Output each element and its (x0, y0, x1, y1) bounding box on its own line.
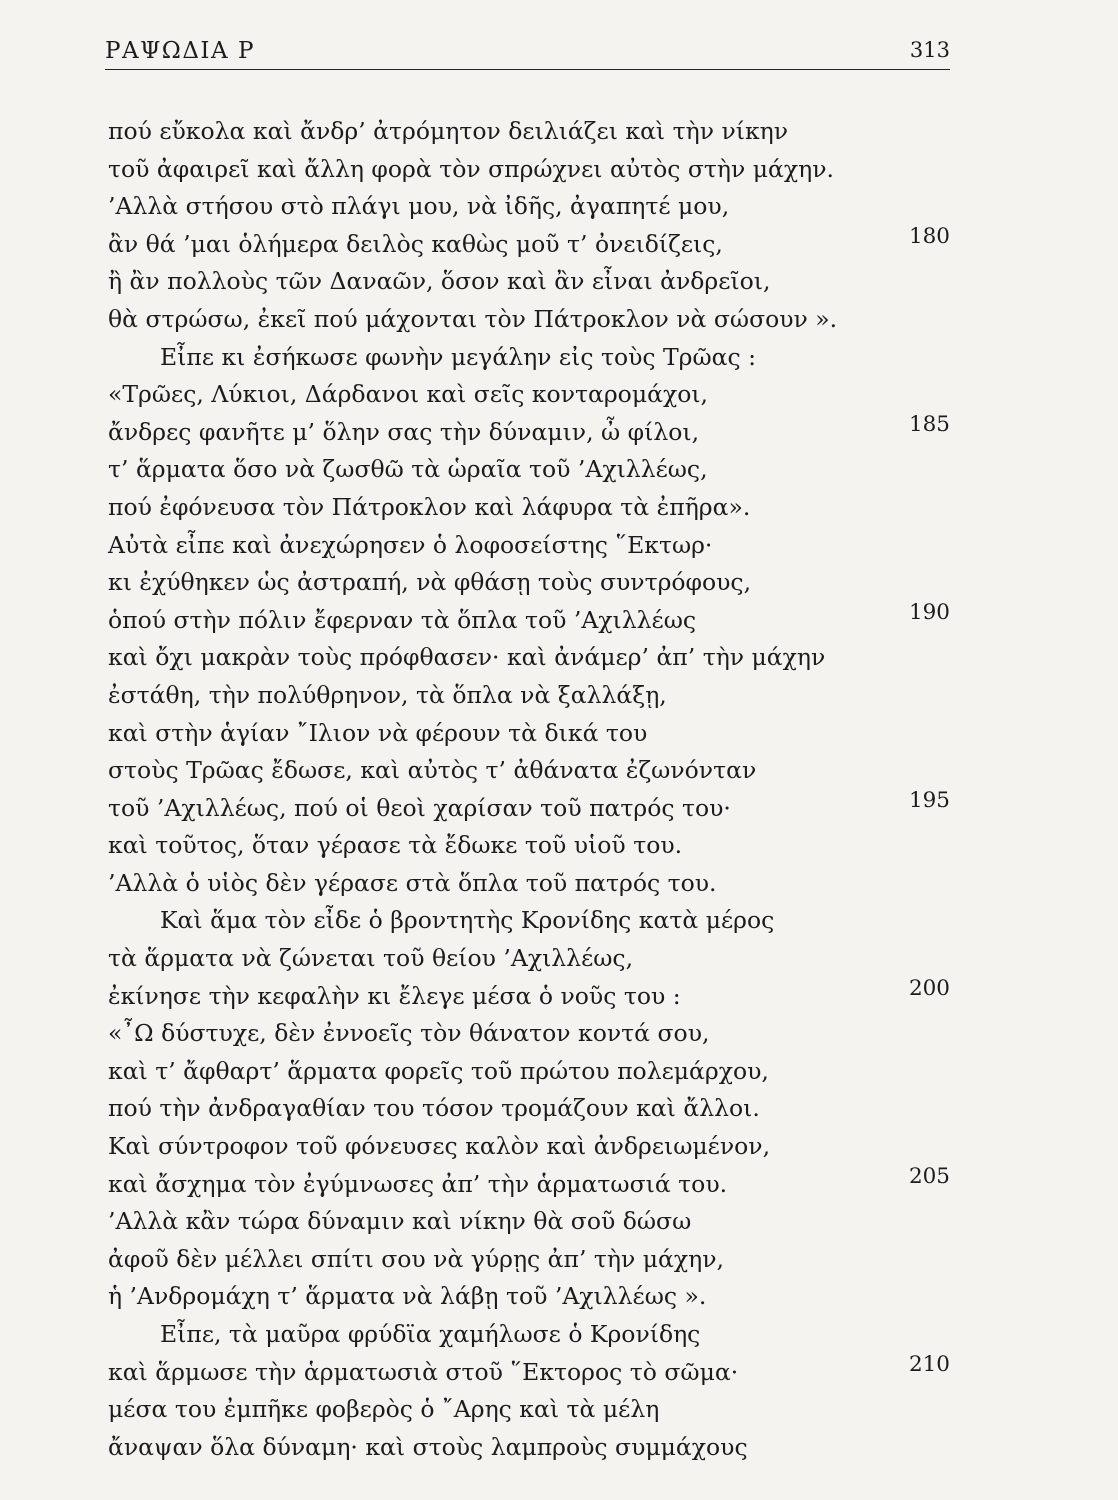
verse-line-number: 180 (908, 223, 950, 249)
verse-text: πού ἐφόνευσα τὸν Πάτροκλον καὶ λάφυρα τὰ ἐπῆρα». (108, 492, 751, 521)
verse-text: τὰ ἅρματα νὰ ζώνεται τοῦ θείου ’Αχιλλέως, (108, 944, 634, 973)
verse-line (0, 451, 1118, 489)
verse-line-number: 210 (908, 1351, 950, 1377)
verse-text: ὁπού στὴν πόλιν ἔφερναν τὰ ὅπλα τοῦ ’Αχιλλέως (108, 605, 697, 634)
verse-text: ἐστάθη, τὴν πολύθρηνον, τὰ ὅπλα νὰ ξαλλάξῃ, (108, 680, 667, 709)
verse-text: πού εὔκολα καὶ ἄνδρ’ ἀτρόμητον δειλιάζει καὶ τὴν νίκην (108, 117, 789, 145)
verse-line (0, 188, 1118, 226)
verse-text: ἢ ἂν πολλοὺς τῶν Δαναῶν, ὅσον καὶ ἂν εἶναι ἀνδρεῖοι, (108, 267, 771, 296)
verse-line (0, 752, 1118, 790)
verse-line-number: 200 (908, 975, 950, 1001)
verse-text: ἐκίνησε τὴν κεφαλὴν κι ἔλεγε μέσα ὁ νοῦς του : (108, 981, 681, 1010)
page-number: 313 (909, 38, 950, 62)
verse-text: ’Αλλὰ στήσου στὸ πλάγι μου, νὰ ἰδῆς, ἀγαπητέ μου, (108, 192, 730, 221)
verse-line (0, 564, 1118, 602)
verse-line (0, 1316, 1118, 1354)
verse-text: «῏Ω δύστυχε, δὲν ἐννοεῖς τὸν θάνατον κοντά σου, (108, 1019, 710, 1048)
verse-text: κι ἐχύθηκεν ὡς ἀστραπή, νὰ φθάσῃ τοὺς συντρόφους, (108, 568, 752, 597)
verse-line (0, 113, 1118, 151)
verse-text: τ’ ἅρματα ὅσο νὰ ζωσθῶ τὰ ὡραῖα τοῦ ’Αχιλλέως, (108, 455, 708, 484)
verse-line-number: 195 (908, 787, 950, 813)
verse-line (0, 1429, 1118, 1467)
verse-line (0, 715, 1118, 753)
verse-text: μέσα του ἐμπῆκε φοβερὸς ὁ ῎Αρης καὶ τὰ μέλη (108, 1395, 660, 1424)
verse-text: τοῦ ἀφαιρεῖ καὶ ἄλλη φορὰ τὸν σπρώχνει αὐτὸς στὴν μάχην. (108, 154, 834, 183)
verse-line (0, 827, 1118, 865)
verse-text: καὶ ἄσχημα τὸν ἐγύμνωσες ἀπ’ τὴν ἁρματωσιά του. (108, 1169, 728, 1198)
verse-line (0, 489, 1118, 527)
verse-text: στοὺς Τρῶας ἔδωσε, καὶ αὐτὸς τ’ ἀθάνατα ἐζωνόνταν (108, 756, 757, 785)
verse-line (0, 677, 1118, 715)
verse-text: ’Αλλὰ ὁ υἱὸς δὲν γέρασε στὰ ὅπλα τοῦ πατρός του. (108, 868, 717, 897)
verse-text: ’Αλλὰ κἂν τώρα δύναμιν καὶ νίκην θὰ σοῦ δώσω (108, 1207, 692, 1236)
verse-line (0, 1278, 1118, 1316)
verse-line (0, 1015, 1118, 1053)
verse-text: θὰ στρώσω, ἐκεῖ πού μάχονται τὸν Πάτροκλον νὰ σώσουν ». (108, 304, 838, 333)
verse-line (0, 1351, 1118, 1392)
verse-text: Καὶ ἅμα τὸν εἶδε ὁ βροντητὴς Κρονίδης κατὰ μέρος (160, 906, 775, 935)
verse-line (0, 223, 1118, 264)
verse-line (0, 1241, 1118, 1279)
header-rule (105, 69, 950, 70)
verse-line-number: 205 (908, 1163, 950, 1189)
verse-text: πού τὴν ἀνδραγαθίαν του τόσον τρομάζουν καὶ ἄλλοι. (108, 1094, 760, 1123)
verse-text: Εἶπε, τὰ μαῦρα φρύδϊα χαμήλωσε ὁ Κρονίδης (160, 1320, 701, 1348)
verse-line (0, 599, 1118, 640)
verse-text: καὶ ὄχι μακρὰν τοὺς πρόφθασεν· καὶ ἀνάμερ’ ἀπ’ τὴν μάχην (108, 643, 826, 672)
verse-text: Εἶπε κι ἐσήκωσε φωνὴν μεγάλην εἰς τοὺς Τρῶας : (160, 342, 757, 371)
verse-line (0, 1053, 1118, 1091)
verse-line (0, 639, 1118, 677)
verse-text: ἡ ’Ανδρομάχη τ’ ἅρματα νὰ λάβῃ τοῦ ’Αχιλλέως ». (108, 1282, 707, 1311)
verse-line-number: 190 (908, 599, 950, 625)
verse-line (0, 1128, 1118, 1166)
verse-line (0, 865, 1118, 903)
verse-line (0, 1391, 1118, 1429)
verse-line (0, 975, 1118, 1016)
verse-text: ἄνδρες φανῆτε μ’ ὅλην σας τὴν δύναμιν, ὦ φίλοι, (108, 417, 700, 446)
running-title: ΡΑΨΩΔΙΑ Ρ (105, 38, 255, 64)
verse-line (0, 1090, 1118, 1128)
verse-line (0, 940, 1118, 978)
verse-text: καὶ ἅρμωσε τὴν ἁρματωσιὰ στοῦ ῞Εκτορος τὸ σῶμα· (108, 1357, 739, 1386)
verse-text: ἄναψαν ὅλα δύναμη· καὶ στοὺς λαμπροὺς συμμάχους (108, 1432, 748, 1461)
verse-text: Αὐτὰ εἶπε καὶ ἀνεχώρησεν ὁ λοφοσείστης ῞Εκτωρ· (108, 530, 713, 559)
verse-text: καὶ τ’ ἄφθαρτ’ ἅρματα φορεῖς τοῦ πρώτου πολεμάρχου, (108, 1056, 769, 1085)
verse-text: ἀφοῦ δὲν μέλλει σπίτι σου νὰ γύρῃς ἀπ’ τὴν μάχην, (108, 1244, 724, 1273)
verse-line (0, 902, 1118, 940)
verse-text: «Τρῶες, Λύκιοι, Δάρδανοι καὶ σεῖς κονταρομάχοι, (108, 380, 709, 409)
verse-line-number: 185 (908, 411, 950, 437)
verse-line (0, 1163, 1118, 1204)
verse-line (0, 787, 1118, 828)
verse-block (0, 113, 1118, 1466)
verse-line (0, 527, 1118, 565)
verse-text: Καὶ σύντροφον τοῦ φόνευσες καλὸν καὶ ἀνδρειωμένον, (108, 1132, 771, 1161)
verse-text: ἂν θά ’μαι ὁλήμερα δειλὸς καθὼς μοῦ τ’ ὀνειδίζεις, (108, 229, 723, 258)
verse-line (0, 411, 1118, 452)
verse-line (0, 1203, 1118, 1241)
verse-line (0, 263, 1118, 301)
verse-text: καὶ στὴν ἁγίαν ῎Ιλιον νὰ φέρουν τὰ δικά του (108, 718, 648, 747)
verse-text: καὶ τοῦτος, ὅταν γέρασε τὰ ἔδωκε τοῦ υἱοῦ του. (108, 831, 683, 860)
verse-line (0, 301, 1118, 339)
verse-line (0, 151, 1118, 189)
verse-text: τοῦ ’Αχιλλέως, πού οἱ θεοὶ χαρίσαν τοῦ πατρός του· (108, 793, 731, 822)
verse-line (0, 339, 1118, 377)
verse-line (0, 376, 1118, 414)
